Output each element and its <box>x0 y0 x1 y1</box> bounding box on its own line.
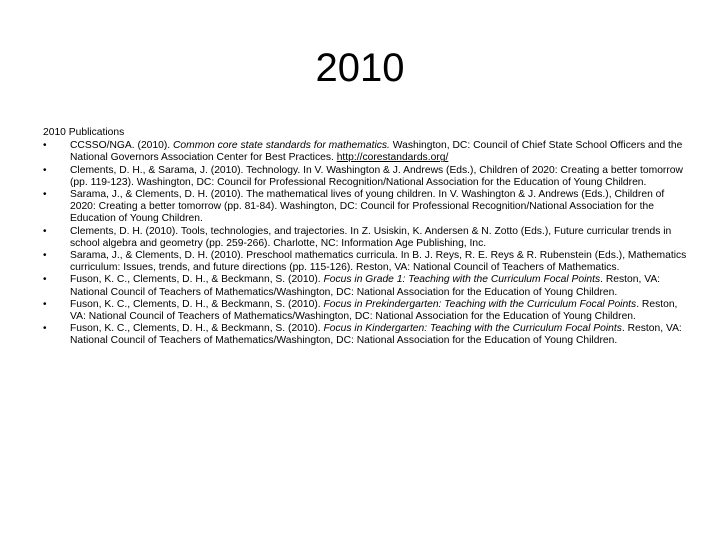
reference-text: Fuson, K. C., Clements, D. H., & Beckmann, S. (2010). <box>70 323 324 335</box>
reference-text: . Reston, VA: National Council of Teachers of Mathematics/Washington, DC: National Association for the Education of Young Children. <box>70 323 682 347</box>
bullet-icon: • <box>43 225 47 237</box>
bullet-icon: • <box>43 140 47 152</box>
reference-title: Focus in Kindergarten: Teaching with the Curriculum Focal Points <box>323 323 622 335</box>
bullet-icon: • <box>43 189 47 201</box>
bullet-icon: • <box>43 323 47 335</box>
reference-text: Clements, D. H., & Sarama, J. (2010). Technology. In V. Washington & J. Andrews (Eds.), Children of 2020: Creating a better tomorrow (pp. 119-123). Washington, DC: Council for Professional Recognition/National Association for the Education of Young Children. <box>70 164 683 188</box>
reference-title: Focus in Prekindergarten: Teaching with the Curriculum Focal Points <box>323 298 637 310</box>
reference-item <box>43 323 691 347</box>
reference-item <box>43 250 691 274</box>
reference-link[interactable]: http://corestandards.org/ <box>336 152 449 164</box>
reference-text: Fuson, K. C., Clements, D. H., & Beckmann, S. (2010). <box>70 298 324 310</box>
reference-item <box>43 165 691 189</box>
bullet-icon: • <box>43 250 47 262</box>
reference-text: Fuson, K. C., Clements, D. H., & Beckmann, S. (2010). <box>70 274 324 286</box>
reference-text: Sarama, J., & Clements, D. H. (2010). The mathematical lives of young children. In V. Washington & J. Andrews (Eds.), Children of 2020: Creating a better tomorrow (pp. 81-84). Washington, DC: Council for Professional Recognition/National Association for the Education of Young Children. <box>70 189 665 225</box>
slide-title: 2010 <box>315 46 405 90</box>
reference-text: Clements, D. H. (2010). Tools, technologies, and trajectories. In Z. Usiskin, K. Andersen & N. Zotto (Eds.), Future curricular trends in school algebra and geometry (pp. 259-266). Charlotte, NC: Information Age Publishing, Inc. <box>70 225 672 249</box>
reference-item <box>43 299 691 323</box>
reference-text: Washington, DC: Council of Chief State School Officers and the National Governors Association Center for Best Practices. <box>70 140 683 164</box>
reference-list <box>43 140 691 347</box>
reference-title: Common core state standards for mathematics. <box>173 140 390 152</box>
reference-item <box>43 226 691 250</box>
bullet-icon: • <box>43 164 47 176</box>
bullet-icon: • <box>43 298 47 310</box>
reference-item <box>43 140 691 164</box>
section-heading: 2010 Publications <box>43 127 125 138</box>
reference-item <box>43 189 691 226</box>
reference-text: . Reston, VA: National Council of Teachers of Mathematics/Washington, DC: National Association for the Education of Young Children. <box>70 274 661 298</box>
slide-content <box>43 127 691 348</box>
bullet-icon: • <box>43 274 47 286</box>
reference-item <box>43 274 691 298</box>
reference-title: Focus in Grade 1: Teaching with the Curriculum Focal Points <box>323 274 601 286</box>
reference-text: CCSSO/NGA. (2010). <box>70 140 173 152</box>
reference-text: Sarama, J., & Clements, D. H. (2010). Preschool mathematics curricula. In B. J. Reys, R. E. Reys & R. Rubenstein (Eds.), Mathematics curriculum: Issues, trends, and future directions (pp. 115-126). Reston, VA: National Council of Teachers of Mathematics. <box>70 250 687 274</box>
reference-text: . Reston, VA: National Council of Teachers of Mathematics/Washington, DC: National Association for the Education of Young Children. <box>70 298 678 323</box>
